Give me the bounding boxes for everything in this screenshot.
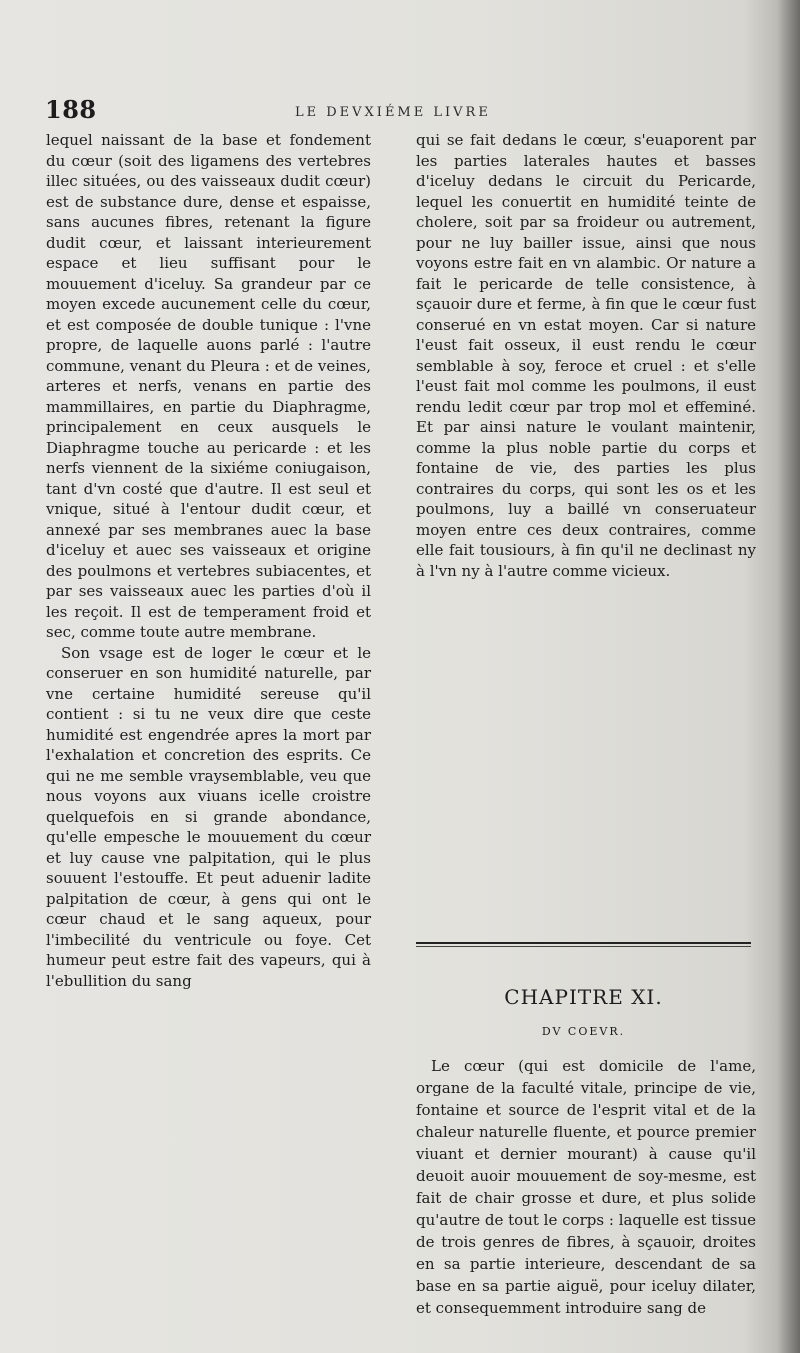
chapter-paragraph-1: Le cœur (qui est domicile de l'ame, organe de la faculté vitale, principe de vie, fontaine et source de l'esprit vital et de la chaleur naturelle fluente, et pource premier viuant et dernier mourant) à cause qu'il deuoit auoir mouuement de soy-mesme, est fait de chair grosse et dure, et plus solide qu'autre de tout le corps : laquelle est tissue de trois genres de fibres, à sçauoir, droites en sa partie interieure, descendant de sa base en sa partie aiguë, pour iceluy dilater, et consequemment introduire sang de [416,1057,756,1317]
right-paragraph-1: qui se fait dedans le cœur, s'euaporent par les parties laterales hautes et basses d'iceluy dedans le circuit du Pericarde, lequel les conuertit en humidité teinte de cholere, soit par sa froideur ou autrement, pour ne luy bailler issue, ainsi que nous voyons estre fait en vn alambic. Or nature a fait le pericarde de telle consistence, à sçauoir dure et ferme, à fin que le cœur fust conserué en vn estat moyen. Car si nature l'eust fait osseux, il eust rendu le cœur semblable à soy, feroce et cruel : et s'elle l'eust fait mol comme les poulmons, il eust rendu ledit cœur par trop mol et effeminé. Et par ainsi nature le voulant maintenir, comme la plus noble partie du corps et fontaine de vie, des parties les plus contraires du corps, qui sont les os et les poulmons, luy a baillé vn conseruateur moyen entre ces deux contraires, comme elle fait tousiours, à fin qu'il ne declinast ny à l'vn ny à l'autre comme vicieux. [416,131,756,580]
chapter-subtitle: DV COEVR. [541,1025,626,1038]
chapter-body [416,1055,756,1319]
page-edge-shadow [778,0,800,1353]
section-divider-thin [416,946,751,947]
right-column [416,130,756,581]
left-paragraph-1: lequel naissant de la base et fondement du cœur (soit des ligamens des vertebres illec situées, ou des vaisseaux dudit cœur) est de substance dure, dense et espaisse, sans aucunes fibres, retenant la figure dudit cœur, et laissant interieurement espace et lieu suffisant pour le mouuement d'iceluy. Sa grandeur par ce moyen excede aucunement celle du cœur, et est composée de double tunique : l'vne propre, de laquelle auons parlé : l'autre commune, venant du Pleura : et de veines, arteres et nerfs, venans en partie des mammillaires, en partie du Diaphragme, principalement en ceux ausquels le Diaphragme touche au pericarde : et les nerfs viennent de la sixiéme coniugaison, tant d'vn costé que d'autre. Il est seul et vnique, situé à l'entour dudit cœur, et annexé par ses membranes auec la base d'iceluy et auec ses vaisseaux et origine des poulmons et vertebres subiacentes, et par ses vaisseaux auec les parties d'où il les reçoit. Il est de temperament froid et sec, comme toute autre membrane. [46,131,371,641]
page-number: 188 [45,95,97,124]
chapter-title: CHAPITRE XI. [504,985,663,1009]
left-paragraph-2: Son vsage est de loger le cœur et le conseruer en son humidité naturelle, par vne certaine humidité sereuse qu'il contient : si tu ne veux dire que ceste humidité est engendrée apres la mort par l'exhalation et concretion des esprits. Ce qui ne me semble vraysemblable, veu que nous voyons aux viuans icelle croistre quelquefois en si grande abondance, qu'elle empesche le mouuement du cœur et luy cause vne palpitation, qui le plus souuent l'estouffe. Et peut aduenir ladite palpitation de cœur, à gens qui ont le cœur chaud et le sang aqueux, pour l'imbecilité du ventricule ou foye. Cet humeur peut estre fait des vapeurs, qui à l'ebullition du sang [46,643,371,990]
running-head: LE DEVXIÉME LIVRE [295,105,491,120]
page-header [45,95,765,125]
left-column [46,130,371,991]
section-divider [416,942,751,944]
